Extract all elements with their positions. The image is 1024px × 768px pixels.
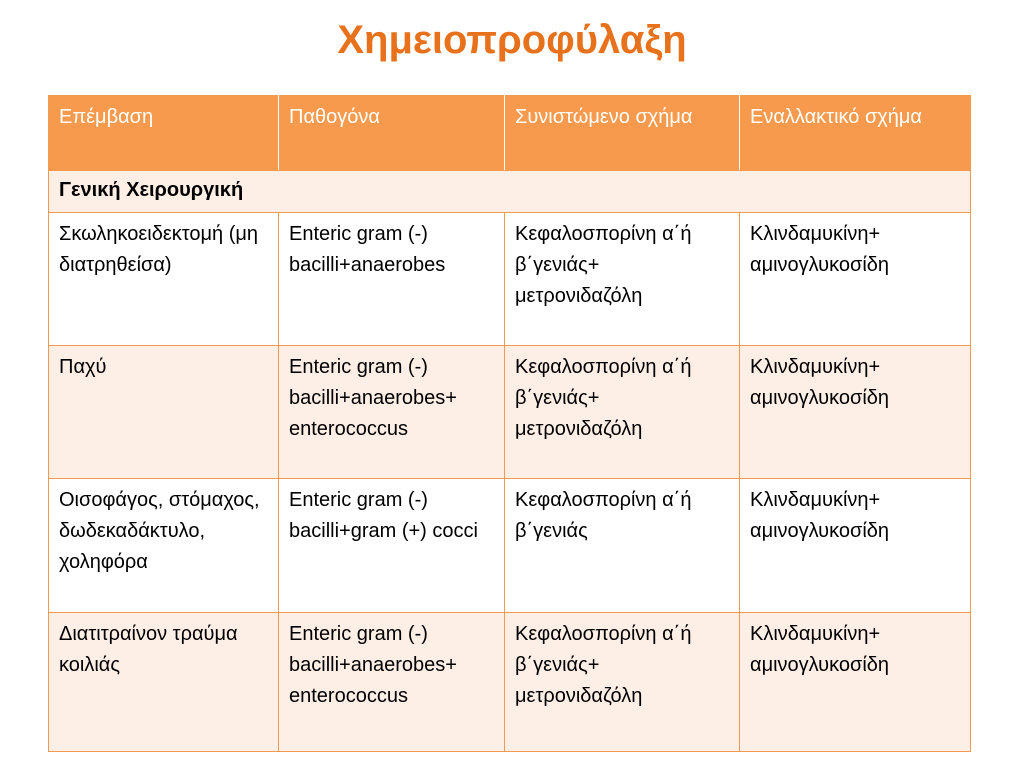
cell-alternative: Κλινδαμυκίνη+ αμινογλυκοσίδη (740, 346, 971, 479)
cell-pathogens: Enteric gram (-) bacilli+anaerobes (279, 213, 505, 346)
cell-alternative: Κλινδαμυκίνη+ αμινογλυκοσίδη (740, 213, 971, 346)
cell-procedure: Σκωληκοειδεκτομή (μη διατρηθείσα) (49, 213, 279, 346)
cell-pathogens: Enteric gram (-) bacilli+anaerobes+ enterococcus (279, 346, 505, 479)
table-row (49, 479, 971, 613)
table-body (49, 171, 971, 752)
section-row (49, 171, 971, 213)
header-pathogens: Παθογόνα (279, 96, 505, 171)
cell-procedure: Οισοφάγος, στόμαχος, δωδεκαδάκτυλο, χοληφόρα (49, 479, 279, 613)
cell-alternative: Κλινδαμυκίνη+ αμινογλυκοσίδη (740, 613, 971, 752)
header-procedure: Επέμβαση (49, 96, 279, 171)
cell-alternative: Κλινδαμυκίνη+ αμινογλυκοσίδη (740, 479, 971, 613)
table-row (49, 213, 971, 346)
header-recommended: Συνιστώμενο σχήμα (505, 96, 740, 171)
prophylaxis-table (48, 95, 971, 752)
table-row (49, 613, 971, 752)
header-row (49, 96, 971, 171)
cell-pathogens: Enteric gram (-) bacilli+gram (+) cocci (279, 479, 505, 613)
cell-procedure: Διατιτραίνον τραύμα κοιλιάς (49, 613, 279, 752)
cell-procedure: Παχύ (49, 346, 279, 479)
cell-recommended: Κεφαλοσπορίνη α΄ή β΄γενιάς+ μετρονιδαζόλη (505, 213, 740, 346)
cell-recommended: Κεφαλοσπορίνη α΄ή β΄γενιάς+ μετρονιδαζόλη (505, 346, 740, 479)
cell-recommended: Κεφαλοσπορίνη α΄ή β΄γενιάς+ μετρονιδαζόλη (505, 613, 740, 752)
table-row (49, 346, 971, 479)
table-header (49, 96, 971, 171)
slide-title: Χημειοπροφύλαξη (337, 18, 687, 62)
header-alternative: Εναλλακτικό σχήμα (740, 96, 971, 171)
cell-recommended: Κεφαλοσπορίνη α΄ή β΄γενιάς (505, 479, 740, 613)
cell-pathogens: Enteric gram (-) bacilli+anaerobes+ enterococcus (279, 613, 505, 752)
section-label: Γενική Χειρουργική (49, 171, 971, 213)
